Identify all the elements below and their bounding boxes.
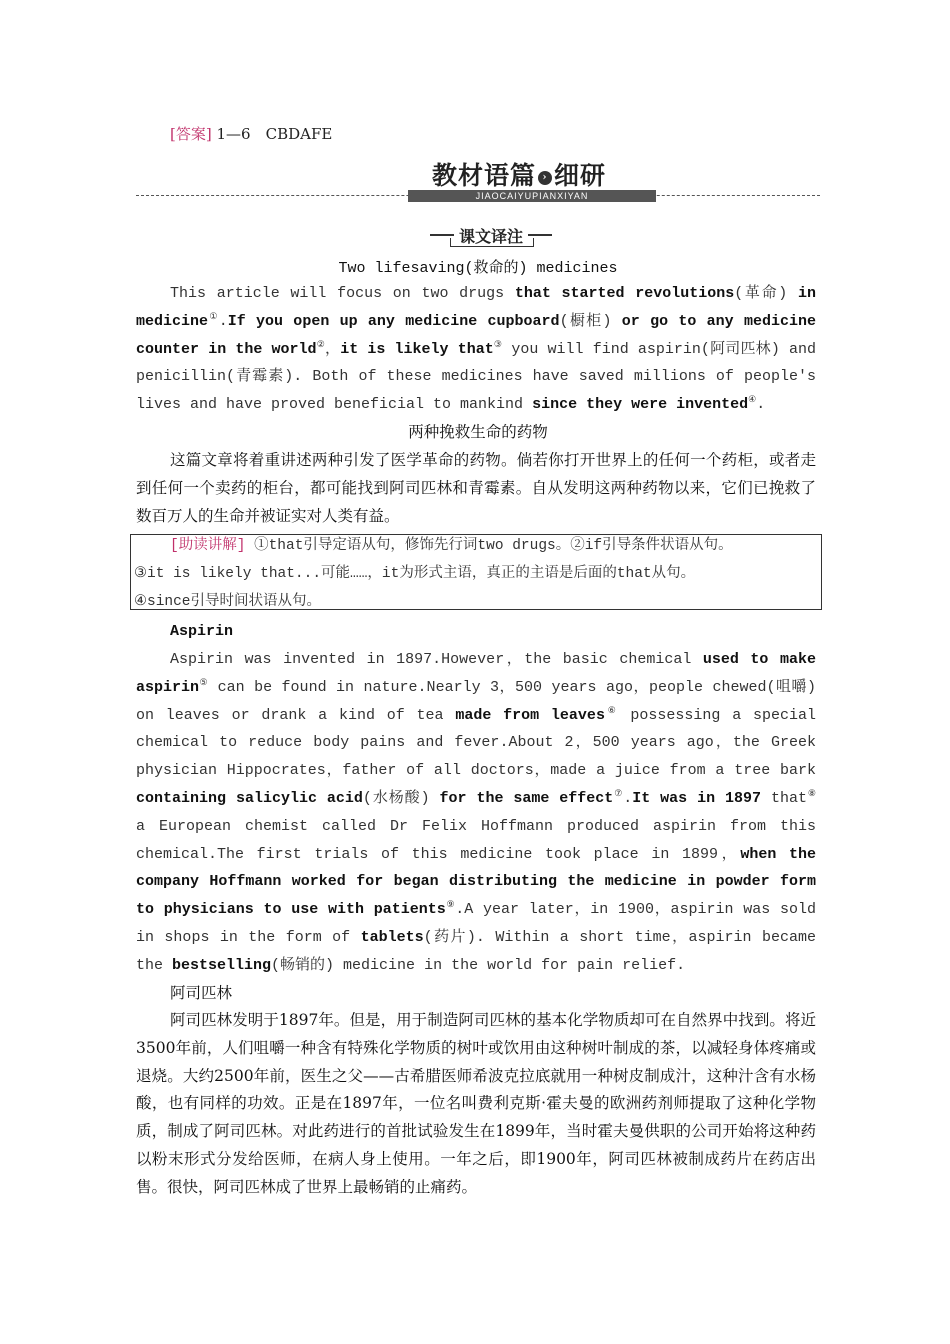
answer-line	[170, 123, 332, 144]
subheading-text: 课文译注	[458, 227, 523, 246]
subheading-right-rule	[528, 234, 552, 236]
reading-aid-label: [助读讲解]	[170, 538, 246, 554]
section-title-right: 细研	[554, 161, 607, 190]
section-title-left: 教材语篇	[432, 161, 537, 190]
chevron-right-icon: ›	[538, 171, 552, 185]
aspirin-heading-cn: 阿司匹林	[170, 984, 233, 1002]
section-pinyin: JIAOCAIYUPIANXIYAN	[408, 190, 656, 202]
reading-aid-line-3: ④since引导时间状语从句。	[134, 593, 322, 610]
answer-value: 1—6 CBDAFE	[216, 125, 333, 143]
subheading-box	[430, 224, 552, 246]
reading-aid-line-1: ①that引导定语从句，修饰先行词two drugs。②if引导条件状语从句。	[254, 538, 733, 554]
subheading-left-rule	[430, 234, 454, 236]
reading-aid-text	[134, 533, 824, 616]
answer-label: [答案]	[170, 125, 212, 143]
article-title: Two lifesaving(救命的) medicines	[338, 260, 618, 277]
reading-aid-line-2: ③it is likely that...可能……，it为形式主语，真正的主语是后面的that从句。	[134, 565, 696, 582]
aspirin-heading-en: Aspirin	[170, 623, 234, 640]
english-paragraph-1: This article will focus on two drugs that started revolutions(革命) in medicine①.If you open up any medicine cupboard(橱柜) or go to any medicine counter in the world②，it is likely that③ you will find aspirin(阿司匹林) and penicillin(青霉素). Both of these medicines have saved millions of people's lives and have proved beneficial to mankind since they were invented④.	[136, 285, 816, 414]
chinese-paragraph-1: 这篇文章将着重讲述两种引发了医学革命的药物。倘若你打开世界上的任何一个药柜，或者走到任何一个卖药的柜台，都可能找到阿司匹林和青霉素。自从发明这两种药物以来，它们已挽救了数百万人的生命并被证实对人类有益。	[136, 451, 816, 525]
english-paragraph-2: Aspirin was invented in 1897.However，the basic chemical used to make aspirin⑤ can be found in nature.Nearly 3，500 years ago，people chewed(咀嚼) on leaves or drank a kind of tea made from leaves⑥ possessing a special chemical to reduce body pains and fever.About 2，500 years ago，the Greek physician Hippocrates，father of all doctors，made a juice from a tree bark containing salicylic acid(水杨酸) for the same effect⑦.It was in 1897 that⑧ a European chemist called Dr Felix Hoffmann produced aspirin from this chemical.The first trials of this medicine took place in 1899，when the company Hoffmann worked for began distributing the medicine in powder form to physicians to use with patients⑨.A year later，in 1900，aspirin was sold in shops in the form of tablets(药片). Within a short time，aspirin became the bestselling(畅销的) medicine in the world for pain relief.	[136, 651, 816, 974]
section-title	[432, 156, 606, 192]
chinese-paragraph-2: 阿司匹林发明于1897年。但是，用于制造阿司匹林的基本化学物质却可在自然界中找到。将近3500年前，人们咀嚼一种含有特殊化学物质的树叶或饮用由这种树叶制成的茶，以减轻身体疼痛或退烧。大约2500年前，医生之父——古希腊医师希波克拉底就用一种树皮制成汁，这种汁含有水杨酸，也有同样的功效。正是在1897年，一位名叫费利克斯·霍夫曼的欧洲药剂师提取了这种化学物质，制成了阿司匹林。对此药进行的首批试验发生在1899年，当时霍夫曼供职的公司开始将这种药以粉末形式分发给医师，在病人身上使用。一年之后，即1900年，阿司匹林被制成药片在药店出售。很快，阿司匹林成了世界上最畅销的止痛药。	[136, 1011, 816, 1196]
chinese-title: 两种挽救生命的药物	[408, 423, 548, 441]
